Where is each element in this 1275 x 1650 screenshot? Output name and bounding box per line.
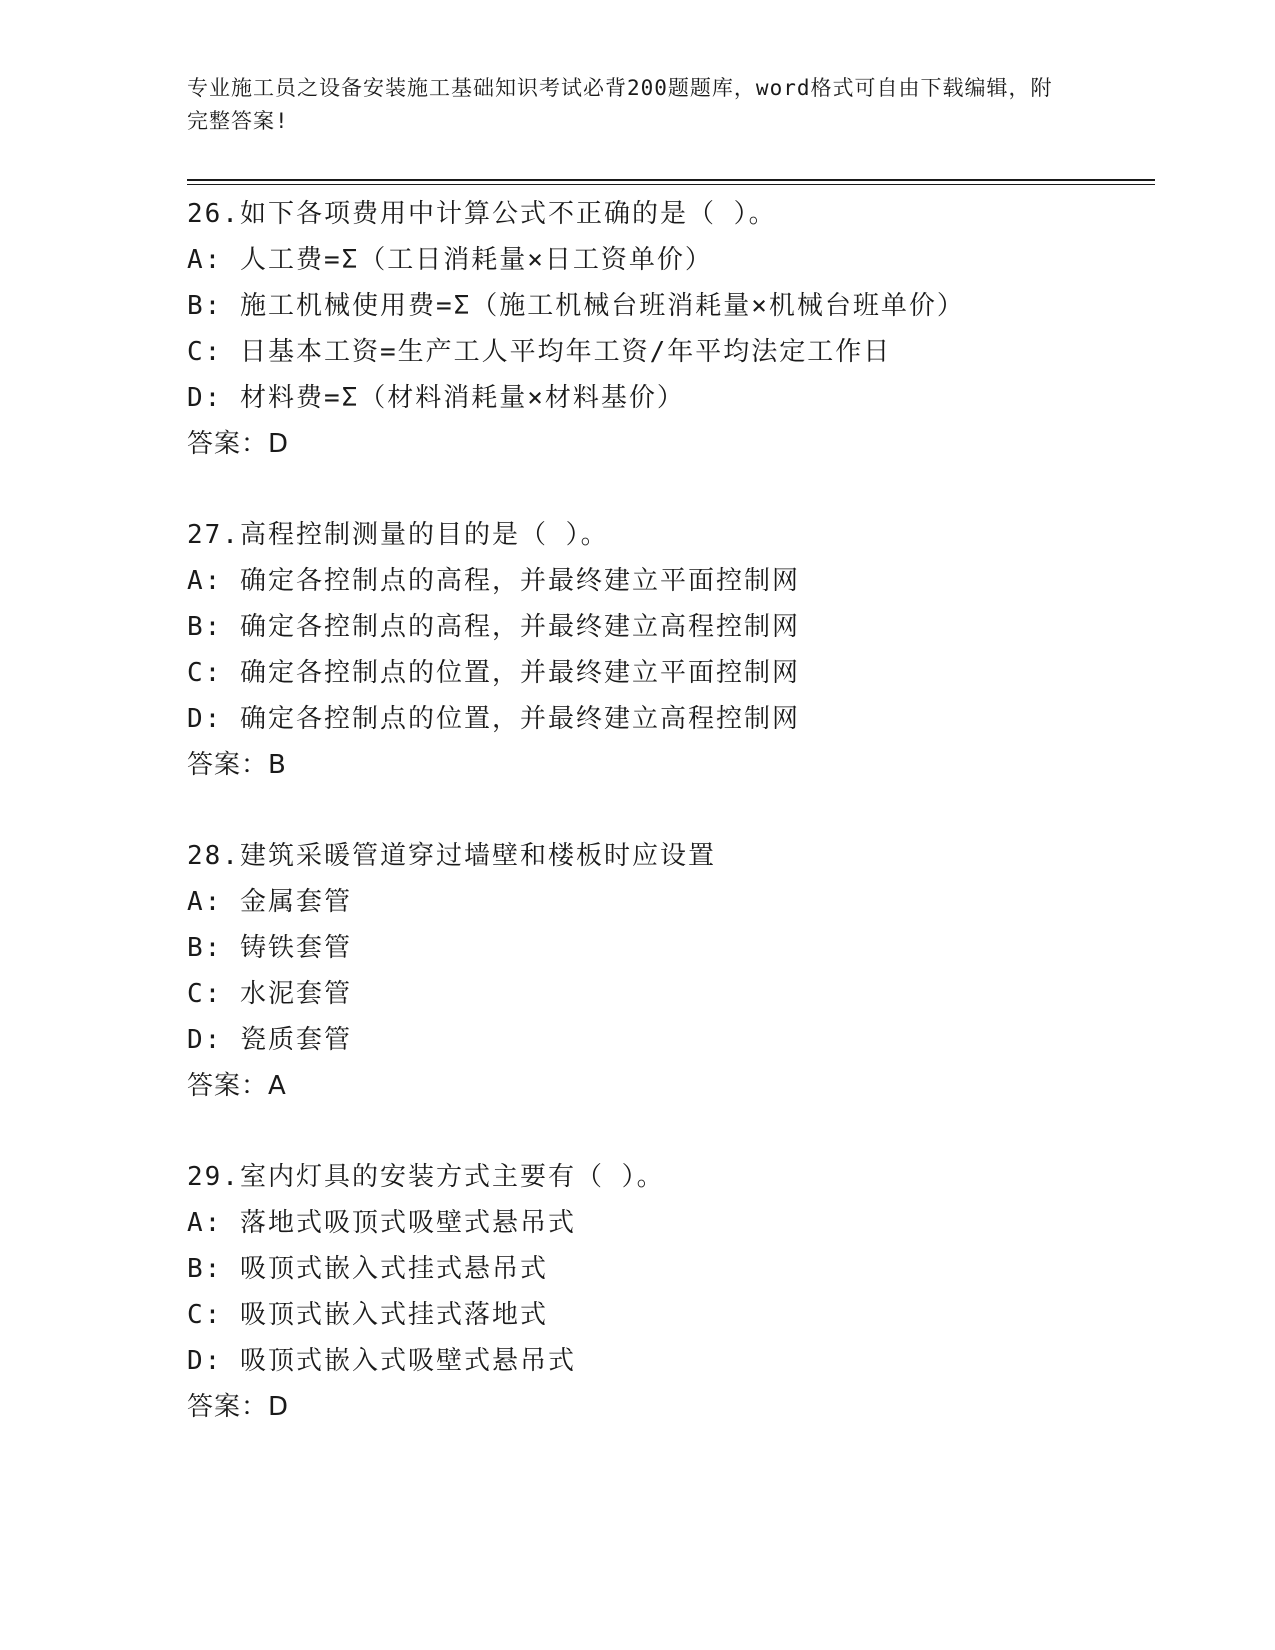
option-d: D: 瓷质套管 <box>187 1025 352 1055</box>
option-a: A: 落地式吸顶式吸壁式悬吊式 <box>187 1208 576 1238</box>
option-a: A: 金属套管 <box>187 887 352 917</box>
document-header <box>187 72 1067 138</box>
header-divider-thin <box>187 184 1155 185</box>
option-b: B: 施工机械使用费=Σ（施工机械台班消耗量×机械台班单价） <box>187 291 965 321</box>
answer-line: 答案：B <box>187 750 287 780</box>
option-d: D: 材料费=Σ（材料消耗量×材料基价） <box>187 383 685 413</box>
answer-line: 答案：D <box>187 1392 290 1422</box>
question-27 <box>187 512 1155 788</box>
option-c: C: 日基本工资=生产工人平均年工资/年平均法定工作日 <box>187 337 892 367</box>
answer-line: 答案：D <box>187 429 290 459</box>
option-b: B: 吸顶式嵌入式挂式悬吊式 <box>187 1254 548 1284</box>
answer-line: 答案：A <box>187 1071 287 1101</box>
option-b: B: 铸铁套管 <box>187 933 352 963</box>
option-b: B: 确定各控制点的高程，并最终建立高程控制网 <box>187 612 800 642</box>
option-c: C: 水泥套管 <box>187 979 352 1009</box>
question-stem: 26.如下各项费用中计算公式不正确的是（ ）。 <box>187 199 777 229</box>
option-c: C: 确定各控制点的位置，并最终建立平面控制网 <box>187 658 800 688</box>
question-stem: 29.室内灯具的安装方式主要有（ ）。 <box>187 1162 665 1192</box>
option-d: D: 吸顶式嵌入式吸壁式悬吊式 <box>187 1346 576 1376</box>
option-a: A: 人工费=Σ（工日消耗量×日工资单价） <box>187 245 713 275</box>
header-title: 专业施工员之设备安装施工基础知识考试必背200题题库，word格式可自由下载编辑，附完整答案! <box>187 76 1053 133</box>
question-26 <box>187 191 1155 467</box>
question-list <box>187 191 1155 1475</box>
question-29 <box>187 1154 1155 1430</box>
option-a: A: 确定各控制点的高程，并最终建立平面控制网 <box>187 566 800 596</box>
option-c: C: 吸顶式嵌入式挂式落地式 <box>187 1300 548 1330</box>
question-stem: 28.建筑采暖管道穿过墙壁和楼板时应设置 <box>187 841 716 871</box>
header-divider-thick <box>187 179 1155 181</box>
question-28 <box>187 833 1155 1109</box>
option-d: D: 确定各控制点的位置，并最终建立高程控制网 <box>187 704 800 734</box>
question-stem: 27.高程控制测量的目的是（ ）。 <box>187 520 609 550</box>
